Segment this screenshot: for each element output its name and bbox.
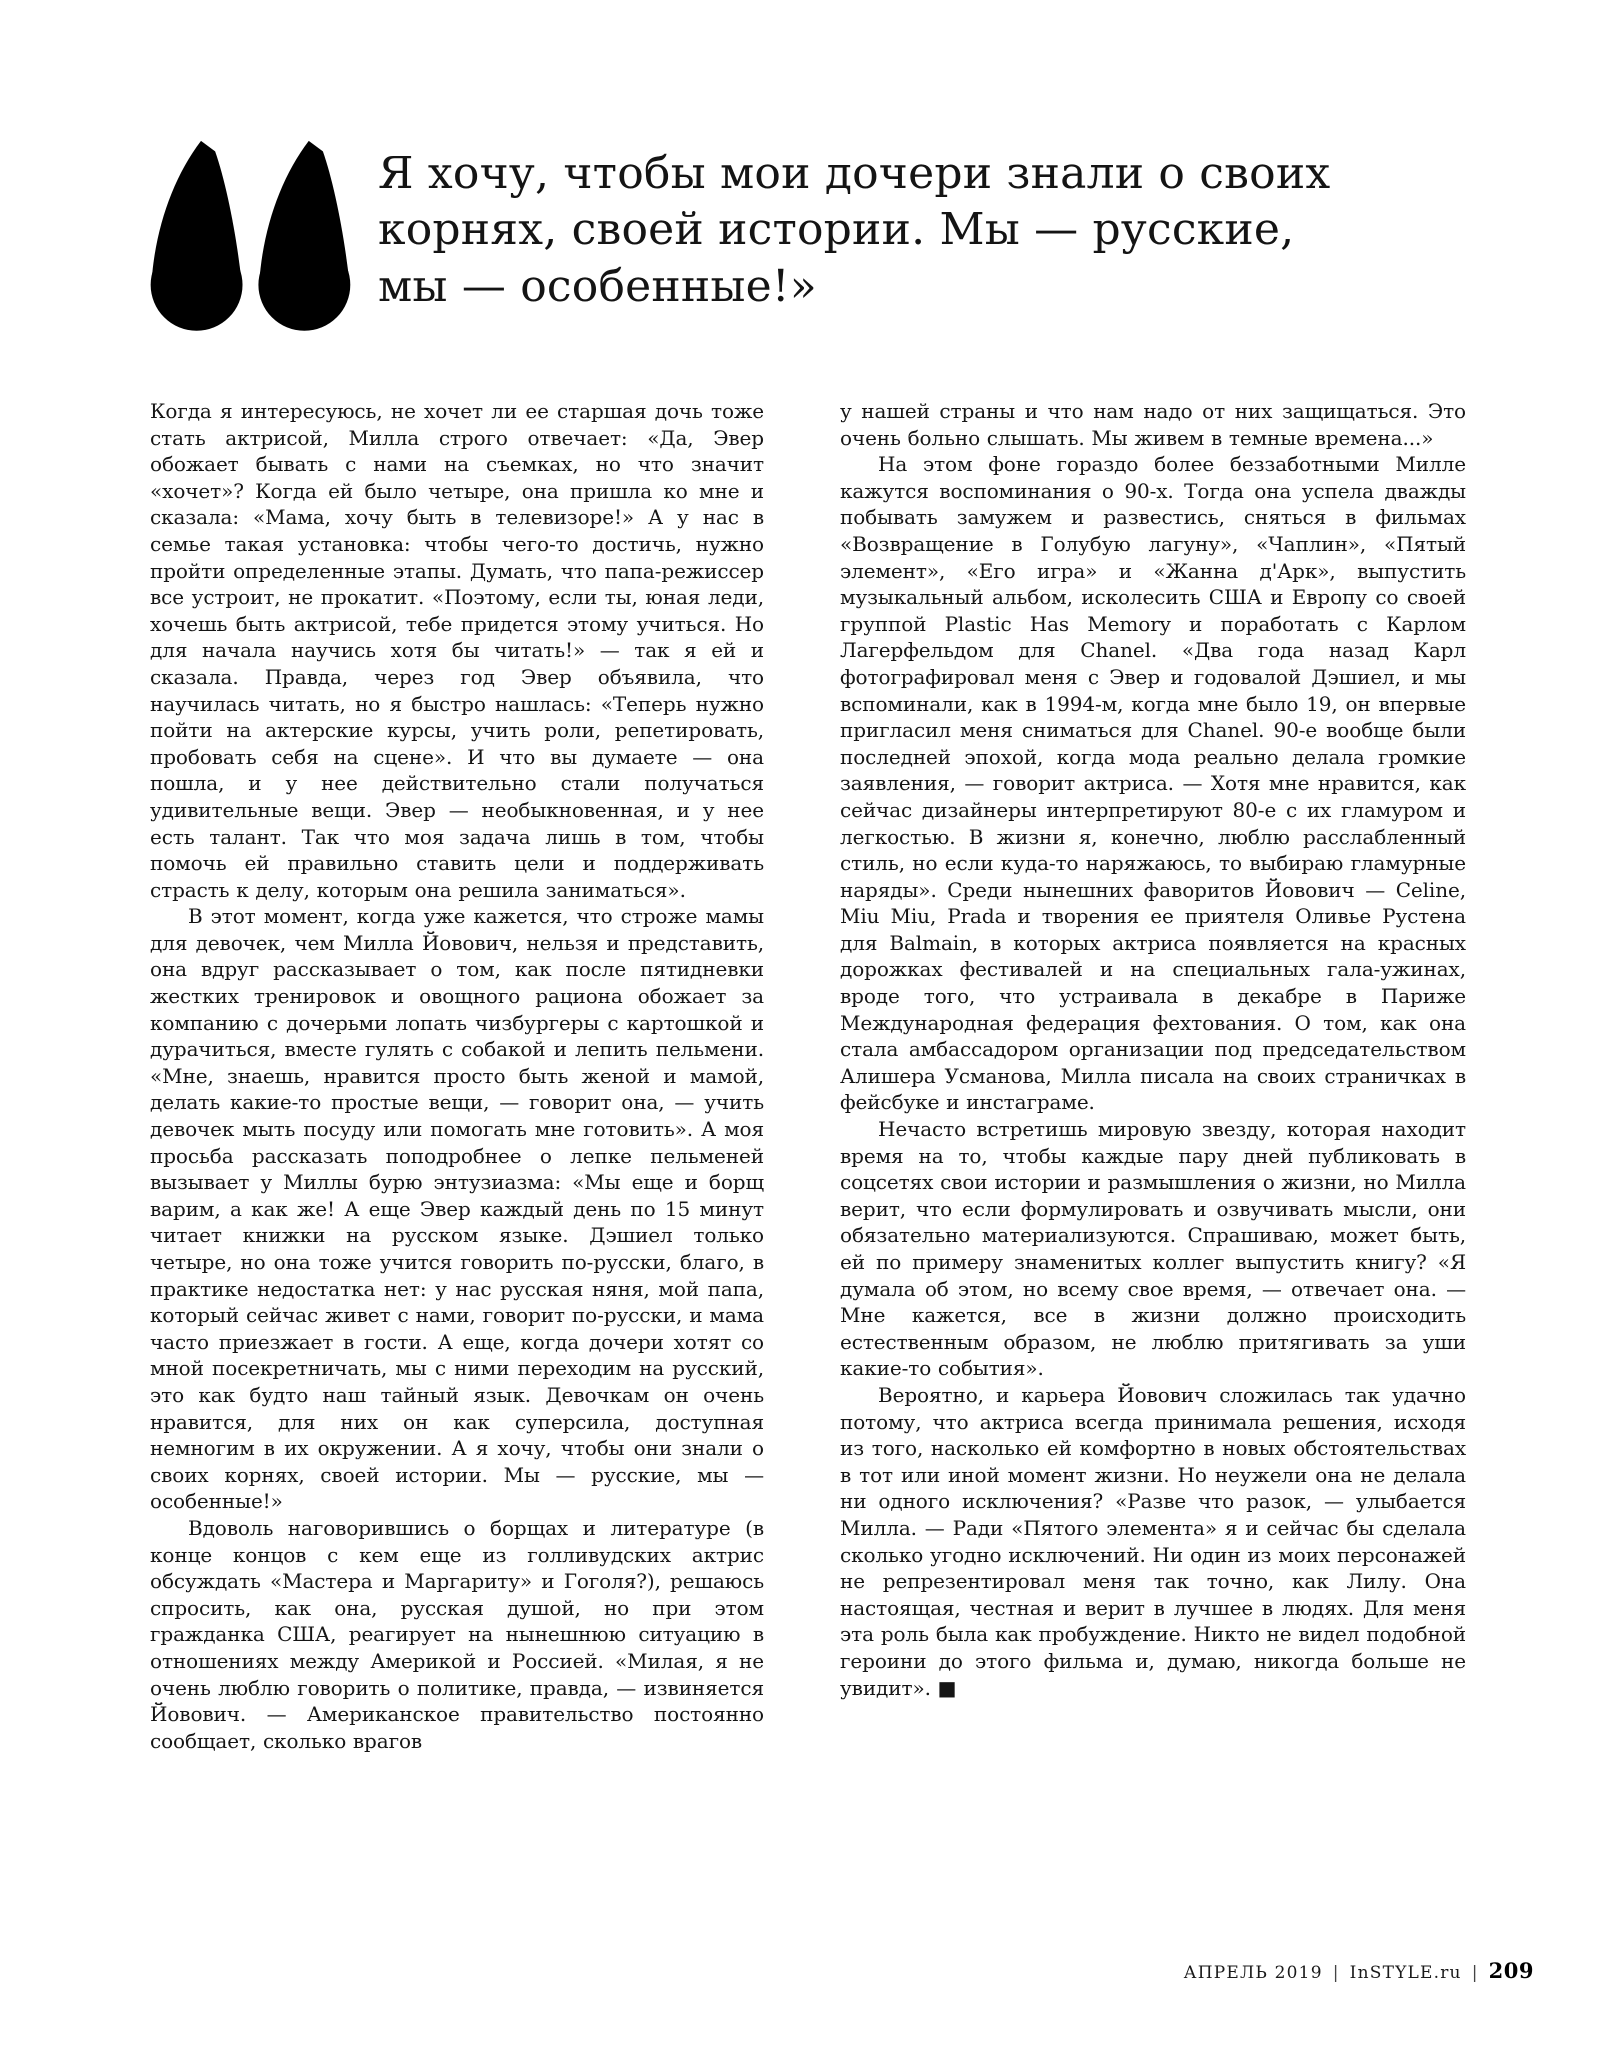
paragraph: у нашей страны и что нам надо от них защищаться. Это очень больно слышать. Мы живем в темные времена...»	[840, 399, 1466, 450]
footer-separator: |	[1332, 1963, 1340, 1983]
paragraph: Вероятно, и карьера Йовович сложилась так удачно потому, что актриса всегда принимала решения, исходя из того, насколько ей комфортно в новых обстоятельствах в тот или иной момент жизни. Но неужели она не делала ни одного исключения? «Разве что разок, — улыбается Милла. — Ради «Пятого элемента» я и сейчас бы сделала сколько угодно исключений. Ни один из моих персонажей не репрезентировал меня так точно, как Лилу. Она настоящая, честная и верит в лучшее в людях. Для меня эта роль была как пробуждение. Никто не видел подобной героини до этого фильма и, думаю, никогда больше не увидит». ■	[840, 1382, 1466, 1700]
pull-quote-line: Я хочу, чтобы мои дочери знали о своих	[378, 148, 1331, 199]
pull-quote-line: мы — особенные!»	[378, 260, 817, 312]
paragraph: Нечасто встретишь мировую звезду, которая находит время на то, чтобы каждые пару дней публиковать в соцсетях свои истории и размышления о жизни, но Милла верит, что если формулировать и озвучивать мысли, они обязательно материализуются. Спрашиваю, может быть, ей по примеру знаменитых коллег выпустить книгу? «Я думала об этом, но всему свое время, — отвечает она. — Мне кажется, все в жизни должно происходить естественным образом, не люблю притягивать за уши какие-то события».	[840, 1117, 1466, 1381]
article-body	[150, 398, 1466, 1754]
footer-site: InSTYLE.ru	[1349, 1963, 1462, 1983]
page-footer	[1184, 1958, 1534, 1983]
paragraph: Когда я интересуюсь, не хочет ли ее старшая дочь тоже стать актрисой, Милла строго отвечает: «Да, Эвер обожает бывать с нами на съемках, но что значит «хочет»? Когда ей было четыре, она пришла ко мне и сказала: «Мама, хочу быть в телевизоре!» А у нас в семье такая установка: чтобы чего-то достичь, нужно пройти определенные этапы. Думать, что папа-режиссер все устроит, не прокатит. «Поэтому, если ты, юная леди, хочешь быть актрисой, тебе придется этому учиться. Но для начала научись хотя бы читать!» — так я ей и сказала. Правда, через год Эвер объявила, что научилась читать, но я быстро нашлась: «Теперь нужно пойти на актерские курсы, учить роли, репетировать, пробовать себя на сцене». И что вы думаете — она пошла, и у нее действительно стали получаться удивительные вещи. Эвер — необыкновенная, и у нее есть талант. Так что моя задача лишь в том, чтобы помочь ей правильно ставить цели и поддерживать страсть к делу, которым она решила заниматься».	[150, 399, 764, 902]
footer-separator: |	[1471, 1963, 1479, 1983]
paragraph: Вдоволь наговорившись о борщах и литературе (в конце концов с кем еще из голливудских актрис обсуждать «Мастера и Маргариту» и Гоголя?), решаюсь спросить, как она, русская душой, но при этом гражданка США, реагирует на нынешнюю ситуацию в отношениях между Америкой и Россией. «Милая, я не очень люблю говорить о политике, правда, — извиняется Йовович. — Американское правительство постоянно сообщает, сколько врагов	[150, 1515, 764, 1753]
pull-quote-text	[378, 128, 1330, 315]
paragraph: В этот момент, когда уже кажется, что строже мамы для девочек, чем Милла Йовович, нельзя и представить, она вдруг рассказывает о том, как после пятидневки жестких тренировок и овощного рациона обожает за компанию с дочерьми лопать чизбургеры с картошкой и дурачиться, вместе гулять с собакой и лепить пельмени. «Мне, знаешь, нравится просто быть женой и мамой, делать какие-то простые вещи, — говорит она, — учить девочек мыть посуду или помогать мне готовить». А моя просьба рассказать поподробнее о лепке пельменей вызывает у Миллы бурю энтузиазма: «Мы еще и борщ варим, а как же! А еще Эвер каждый день по 15 минут читает книжки на русском языке. Дэшиел только четыре, но она тоже учится говорить по-русски, благо, в практике недостатка нет: у нас русская няня, мой папа, который сейчас живет с нами, говорит по-русски, и мама часто приезжает в гости. А еще, когда дочери хотят со мной посекретничать, мы с ними переходим на русский, это как будто наш тайный язык. Девочкам он очень нравится, для них он как суперсила, доступная немногим в их окружении. А я хочу, чтобы они знали о своих корнях, своей истории. Мы — русские, мы — особенные!»	[150, 904, 764, 1514]
column-left	[150, 398, 764, 1754]
opening-quote-icon	[148, 128, 360, 348]
footer-date: АПРЕЛЬ 2019	[1183, 1963, 1323, 1983]
pull-quote	[148, 128, 1330, 348]
page-number: 209	[1488, 1958, 1534, 1983]
pull-quote-line: корнях, своей истории. Мы — русские,	[378, 204, 1295, 256]
column-right	[840, 398, 1466, 1754]
paragraph: На этом фоне гораздо более беззаботными Милле кажутся воспоминания о 90-х. Тогда она успела дважды побывать замужем и развестись, сняться в фильмах «Возвращение в Голубую лагуну», «Чаплин», «Пятый элемент», «Его игра» и «Жанна д'Арк», выпустить музыкальный альбом, исколесить США и Европу со своей группой Plastic Has Memory и поработать с Карлом Лагерфельдом для Chanel. «Два года назад Карл фотографировал меня с Эвер и годовалой Дэшиел, и мы вспоминали, как в 1994-м, когда мне было 19, он впервые пригласил меня сниматься для Chanel. 90-е вообще были последней эпохой, когда мода реально делала громкие заявления, — говорит актриса. — Хотя мне нравится, как сейчас дизайнеры интерпретируют 80-е с их гламуром и легкостью. В жизни я, конечно, люблю расслабленный стиль, но если куда-то наряжаюсь, то выбираю гламурные наряды». Среди нынешних фаворитов Йовович — Celine, Miu Miu, Prada и творения ее приятеля Оливье Рустена для Balmain, в которых актриса появляется на красных дорожках фестивалей и на специальных гала-ужинах, вроде того, что устраивала в декабре в Париже Международная федерация фехтования. О том, как она стала амбассадором организации под председательством Алишера Усманова, Милла писала на своих страничках в фейсбуке и инстаграме.	[840, 452, 1466, 1115]
